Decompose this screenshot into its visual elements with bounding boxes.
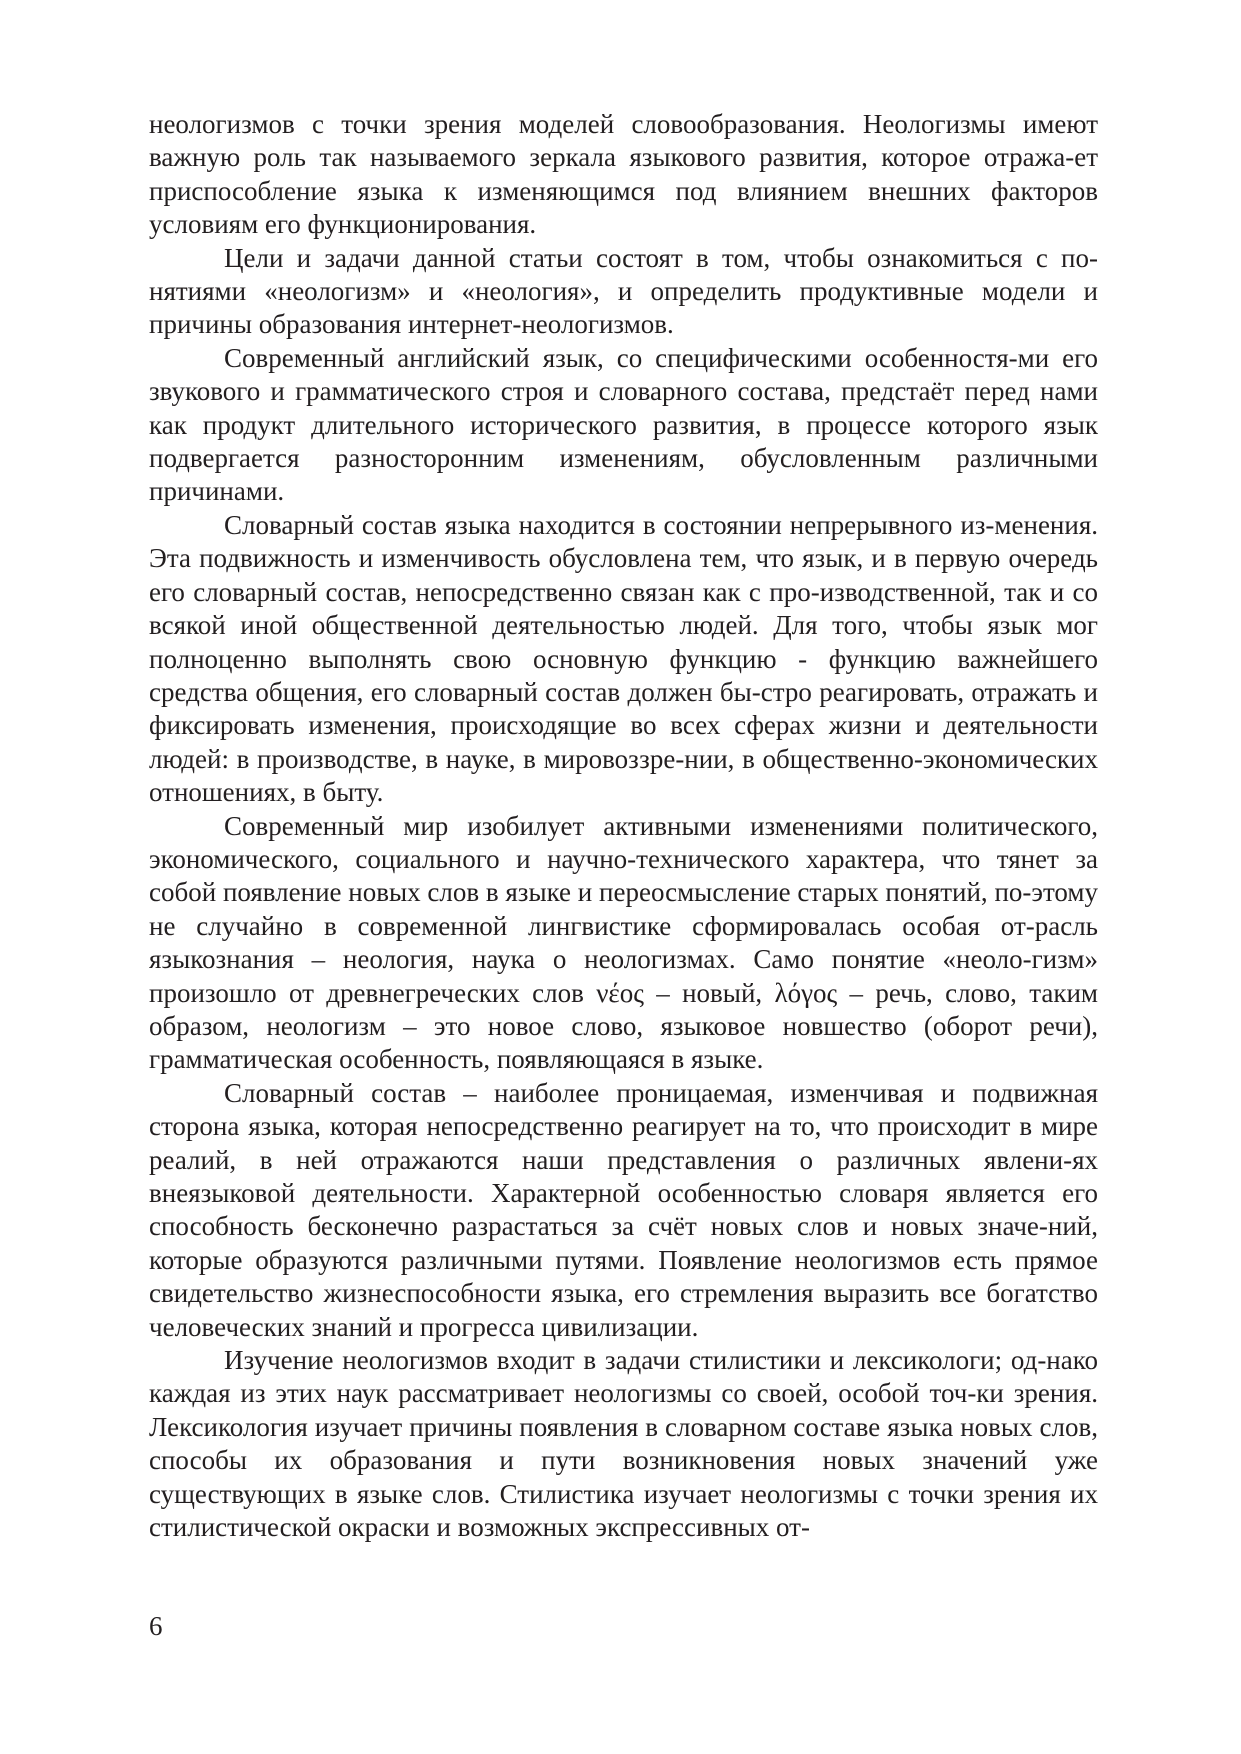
paragraph-3: Современный английский язык, со специфическими особенностя-ми его звукового и грамматического строя и словарного состава, предстаёт перед нами как продукт длительного исторического развития, в процессе которого язык подвергается разносторонним изменениям, обусловленным различными причинами. bbox=[149, 342, 1098, 507]
page-number: 6 bbox=[149, 1611, 163, 1641]
paragraph-1: неологизмов с точки зрения моделей словообразования. Неологизмы имеют важную роль так называемого зеркала языкового развития, которое отража-ет приспособление языка к изменяющимся под влиянием внешних факторов условиям его функционирования. bbox=[149, 109, 1098, 240]
document-page bbox=[149, 108, 1098, 1544]
paragraph-4: Словарный состав языка находится в состоянии непрерывного из-менения. Эта подвижность и изменчивость обусловлена тем, что язык, и в первую очередь его словарный состав, непосредственно связан как с про-изводственной, так и со всякой иной общественной деятельностью людей. Для того, чтобы язык мог полноценно выполнять свою основную функцию - функцию важнейшего средства общения, его словарный состав должен бы-стро реагировать, отражать и фиксировать изменения, происходящие во всех сферах жизни и деятельности людей: в производстве, в науке, в мировоззре-нии, в общественно-экономических отношениях, в быту. bbox=[149, 509, 1098, 808]
paragraph-7: Изучение неологизмов входит в задачи стилистики и лексикологи; од-нако каждая из этих наук рассматривает неологизмы со своей, особой точ-ки зрения. Лексикология изучает причины появления в словарном составе языка новых слов, способы их образования и пути возникновения новых значений уже существующих в языке слов. Стилистика изучает неологизмы с точки зрения их стилистической окраски и возможных экспрессивных от- bbox=[149, 1345, 1098, 1543]
paragraph-2: Цели и задачи данной статьи состоят в том, чтобы ознакомиться с по-нятиями «неологизм» и «неология», и определить продуктивные модели и причины образования интернет-неологизмов. bbox=[149, 242, 1098, 340]
paragraph-6: Словарный состав – наиболее проницаемая, изменчивая и подвижная сторона языка, которая непосредственно реагирует на то, что происходит в мире реалий, в ней отражаются наши представления о различных явлени-ях внеязыковой деятельности. Характерной особенностью словаря является его способность бесконечно разрастаться за счёт новых слов и новых значе-ний, которые образуются различными путями. Появление неологизмов есть прямое свидетельство жизнеспособности языка, его стремления выразить все богатство человеческих знаний и прогресса цивилизации. bbox=[149, 1077, 1098, 1342]
paragraph-5: Современный мир изобилует активными изменениями политического, экономического, социального и научно-технического характера, что тянет за собой появление новых слов в языке и переосмысление старых понятий, по-этому не случайно в современной лингвистике сформировалась особая от-расль языкознания – неология, наука о неологизмах. Само понятие «неоло-гизм» произошло от древнегреческих слов νέος – новый, λόγος – речь, слово, таким образом, неологизм – это новое слово, языковое новшество (оборот речи), грамматическая особенность, появляющаяся в языке. bbox=[149, 810, 1099, 1075]
